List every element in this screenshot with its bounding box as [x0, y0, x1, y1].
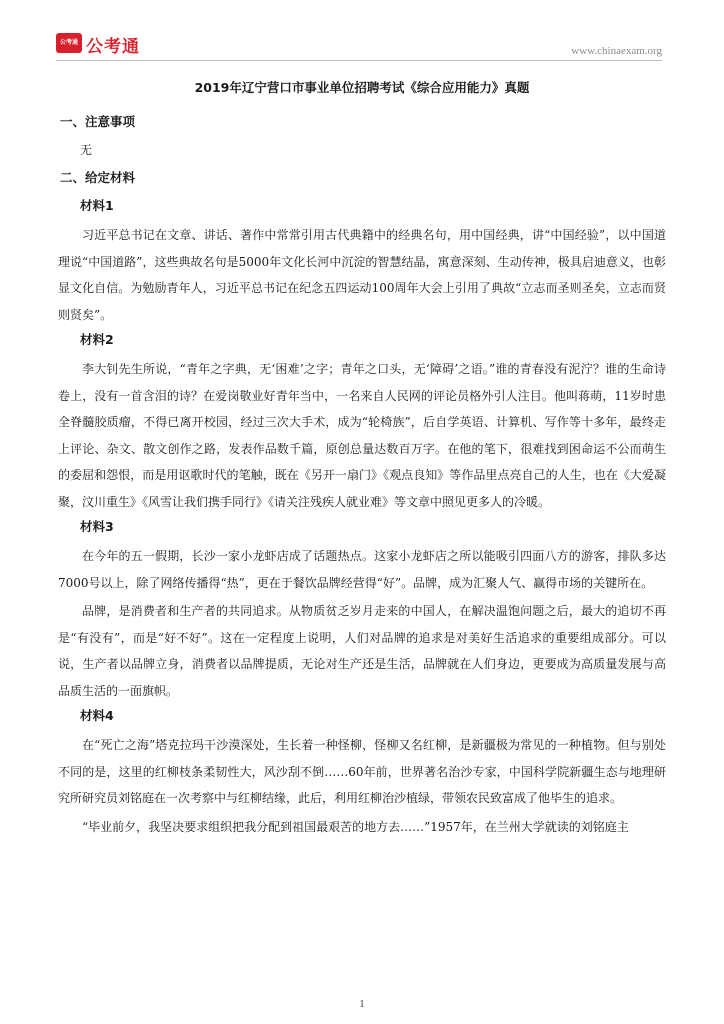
section-notice-heading: 一、注意事项	[60, 114, 136, 129]
material-4-paragraph-2: “毕业前夕，我坚决要求组织把我分配到祖国最艰苦的地方去……”1957年，在兰州大学就读的刘铭庭主	[82, 819, 629, 834]
section-notice-body: 无	[80, 143, 93, 157]
material-1-heading: 材料1	[80, 198, 114, 213]
material-1-paragraph: 习近平总书记在文章、讲话、著作中常常引用古代典籍中的经典名句，用中国经典，讲“中国经验”，以中国道理说“中国道路”，这些典故名句是5000年文化长河中沉淀的智慧结晶，寓意深刻、生动传神，极具启迪意义，也彰显文化自信。为勉励青年人，习近平总书记在纪念五四运动100周年大会上引用了典故“立志而圣则圣矣，立志而贤则贤矣”。	[58, 228, 666, 322]
material-4-paragraph-1: 在“死亡之海”塔克拉玛干沙漠深处，生长着一种怪柳，怪柳又名红柳，是新疆极为常见的一种植物。但与别处不同的是，这里的红柳枝条柔韧性大，风沙刮不倒……60年前，世界著名治沙专家，中国科学院新疆生态与地理研究所研究员刘铭庭在一次考察中与红柳结缘，此后，利用红柳治沙植绿，带领农民致富成了他毕生的追求。	[58, 738, 666, 805]
material-2-paragraph: 李大钊先生所说，“青年之字典，无‘困难’之字；青年之口头，无‘障碍’之语。”谁的青春没有泥泞？谁的生命诗卷上，没有一首含泪的诗？在爱岗敬业好青年当中，一名来自人民网的评论员格外引人注目。他叫蒋萌，11岁时患全脊髓胶质瘤，不得已离开校园，经过三次大手术，成为“轮椅族”，后自学英语、计算机、写作等十多年，最终走上评论、杂文、散文创作之路，发表作品数千篇，原创总量达数百万字。在他的笔下，很难找到困命运不公而萌生的委屈和怨恨，而是用讴歌时代的笔触，既在《另开一扇门》《观点良知》等作品里点亮自己的人生，也在《大爱凝聚，汶川重生》《风雪让我们携手同行》《请关注残疾人就业难》等文章中照见更多人的冷暖。	[58, 362, 666, 509]
brand-logo-text: 公考通	[86, 37, 140, 57]
material-3-heading: 材料3	[80, 519, 114, 534]
document-title: 2019年辽宁营口市事业单位招聘考试《综合应用能力》真题	[194, 80, 530, 95]
site-url[interactable]: www.chinaexam.org	[571, 45, 662, 57]
header-divider	[56, 60, 662, 61]
material-4-heading: 材料4	[80, 708, 114, 723]
section-materials-heading: 二、给定材料	[60, 170, 136, 185]
page-number: 1	[359, 999, 365, 1010]
page-header	[0, 0, 724, 62]
material-3-paragraph-1: 在今年的五一假期，长沙一家小龙虾店成了话题热点。这家小龙虾店之所以能吸引四面八方的游客，排队多达7000号以上，除了网络传播得“热”，更在于餐饮品牌经营得“好”。品牌，成为汇聚人气、赢得市场的关键所在。	[58, 549, 666, 590]
material-3-paragraph-2: 品牌，是消费者和生产者的共同追求。从物质贫乏岁月走来的中国人，在解决温饱问题之后，最大的追切不再是“有没有”，而是“好不好”。这在一定程度上说明，人们对品牌的追求是对美好生活追求的重要组成部分。可以说，生产者以品牌立身，消费者以品牌提质，无论对生产还是生活，品牌就在人们身边，更要成为高质量发展与高品质生活的一面旗帜。	[58, 604, 666, 698]
material-2-heading: 材料2	[80, 332, 114, 347]
brand-logo-badge: 公考通	[56, 33, 82, 53]
document-body	[58, 78, 666, 842]
